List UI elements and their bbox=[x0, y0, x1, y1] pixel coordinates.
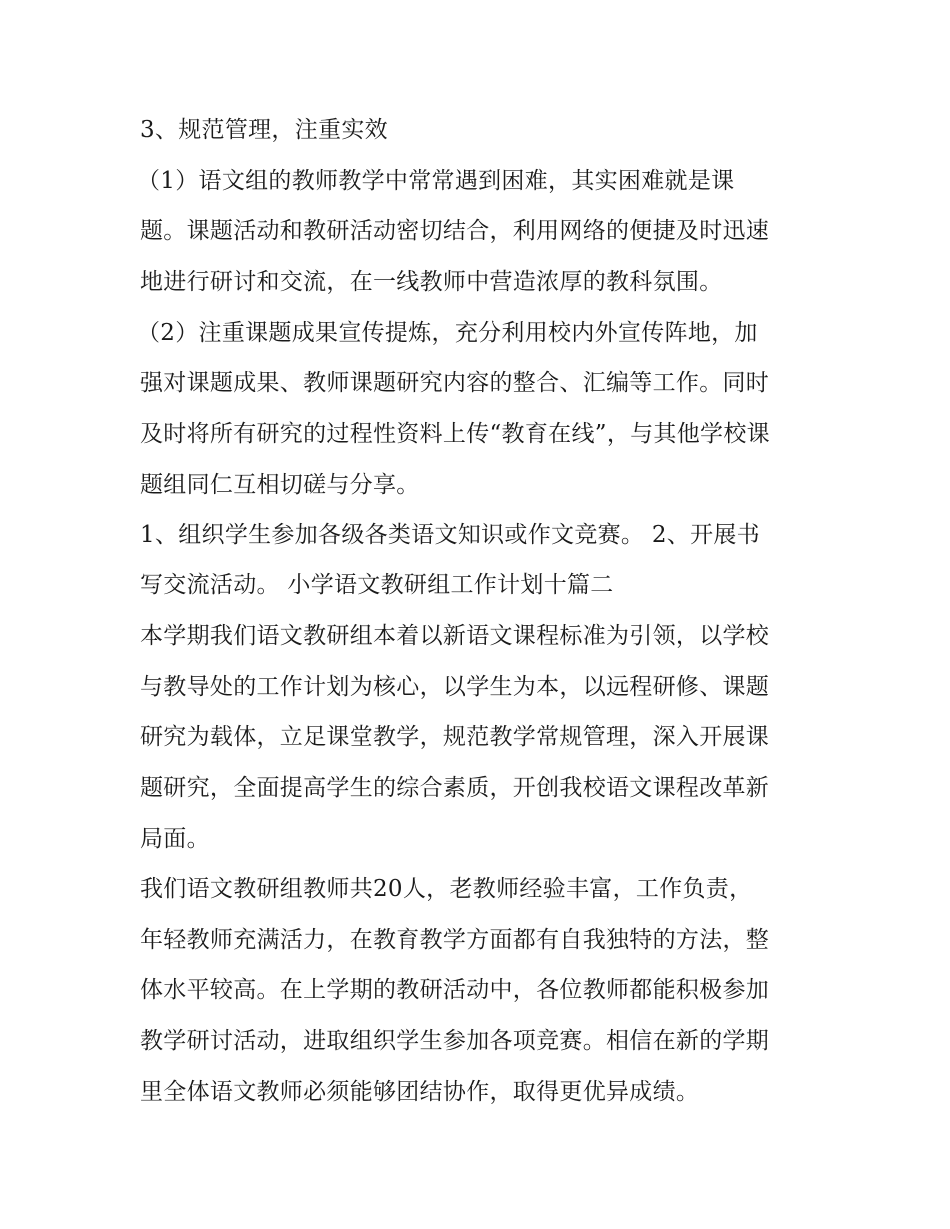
text-line: 强对课题成果、教师课题研究内容的整合、汇编等工作。同时 bbox=[140, 370, 770, 396]
text-line: 题组同仁互相切磋与分享。 bbox=[140, 472, 420, 498]
section-heading: 3、规范管理，注重实效 bbox=[140, 117, 388, 143]
text-line: （1）语文组的教师教学中常常遇到困难，其实困难就是课 bbox=[137, 168, 735, 194]
text-line: 地进行研讨和交流，在一线教师中营造浓厚的教科氛围。 bbox=[140, 269, 723, 295]
text-line: 教学研讨活动，进取组织学生参加各项竞赛。相信在新的学期 bbox=[140, 1028, 770, 1054]
text-line: 局面。 bbox=[140, 826, 210, 852]
text-line: 1、组织学生参加各级各类语文知识或作文竞赛。 2、开展书 bbox=[140, 522, 760, 548]
text-line: 年轻教师充满活力，在教育教学方面都有自我独特的方法，整 bbox=[140, 927, 770, 953]
text-line: 题。课题活动和教研活动密切结合，利用网络的便捷及时迅速 bbox=[140, 218, 770, 244]
text-line: 体水平较高。在上学期的教研活动中，各位教师都能积极参加 bbox=[140, 977, 770, 1003]
text-line: 题研究，全面提高学生的综合素质，开创我校语文课程改革新 bbox=[140, 775, 770, 801]
text-line: 里全体语文教师必须能够团结协作，取得更优异成绩。 bbox=[140, 1079, 700, 1105]
text-line: （2）注重课题成果宣传提炼，充分利用校内外宣传阵地，加 bbox=[137, 320, 758, 346]
text-line: 及时将所有研究的过程性资料上传“教育在线”，与其他学校课 bbox=[140, 421, 770, 447]
text-line: 与教导处的工作计划为核心，以学生为本，以远程研修、课题 bbox=[140, 674, 770, 700]
text-line: 我们语文教研组教师共20人，老教师经验丰富，工作负责， bbox=[140, 876, 753, 902]
text-line: 写交流活动。 小学语文教研组工作计划十篇二 bbox=[140, 572, 614, 598]
text-line: 研究为载体，立足课堂教学，规范教学常规管理，深入开展课 bbox=[140, 724, 770, 750]
text-line: 本学期我们语文教研组本着以新语文课程标准为引领，以学校 bbox=[140, 623, 770, 649]
